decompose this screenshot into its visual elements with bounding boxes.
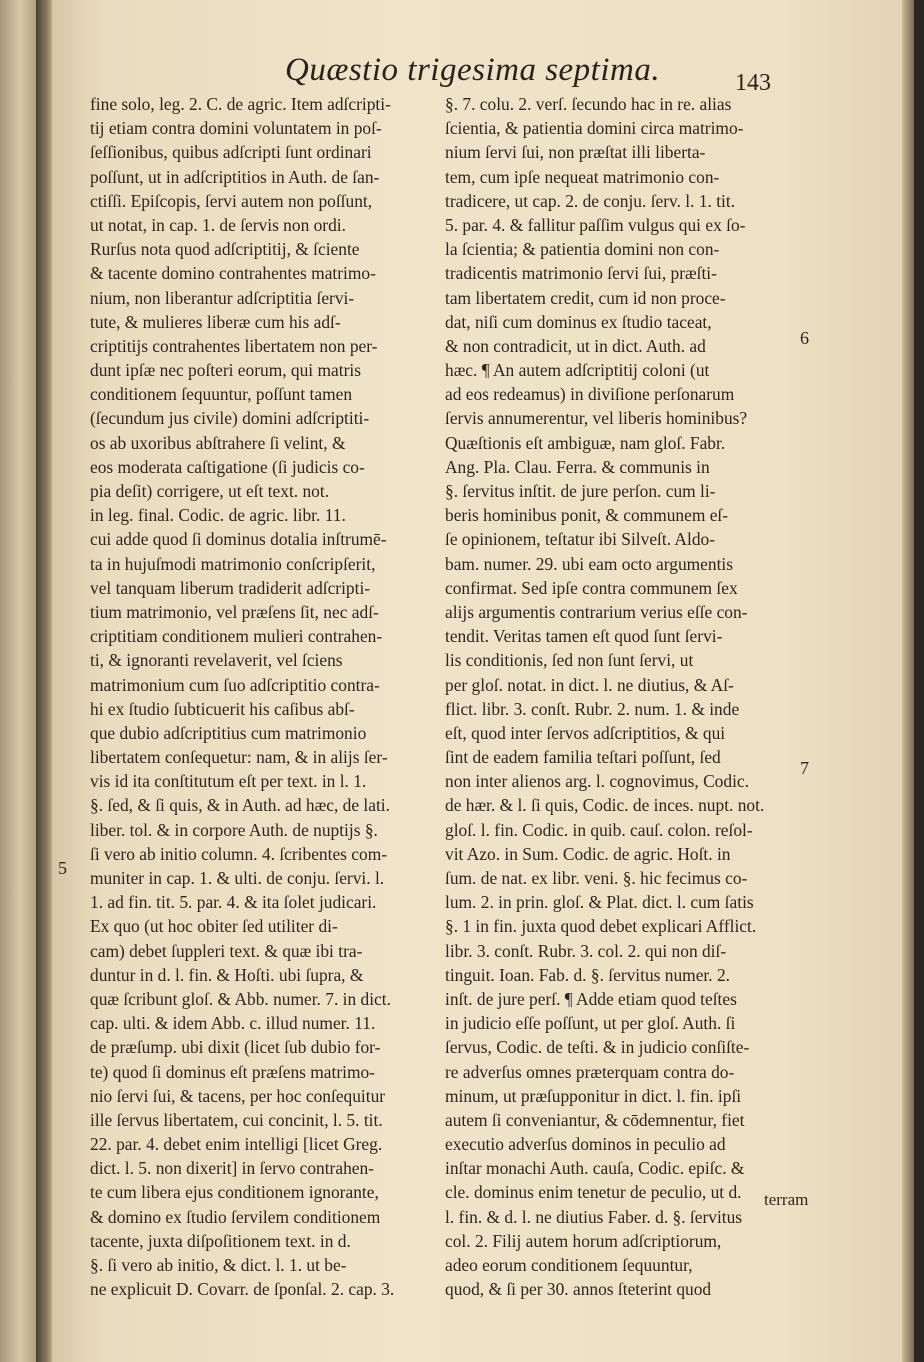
text-line: quæ ſcribunt gloſ. & Abb. numer. 7. in dict.: [90, 988, 391, 1009]
text-line: tendit. Veritas tamen eſt quod ſunt ſervi-: [445, 626, 723, 647]
text-line: cap. ulti. & idem Abb. c. illud numer. 11.: [90, 1013, 376, 1034]
text-line: flict. libr. 3. conſt. Rubr. 2. num. 1. & inde: [445, 698, 740, 719]
text-line: hi ex ſtudio ſubticuerit his caſibus abſ-: [90, 698, 355, 719]
text-line: os ab uxoribus abſtrahere ſi velint, &: [90, 432, 346, 453]
text-line: alijs argumentis contrarium verius eſſe con-: [445, 601, 748, 622]
text-line: re adverſus omnes præterquam contra do-: [445, 1061, 735, 1082]
text-line: poſſunt, ut in adſcriptitios in Auth. de ſan-: [90, 166, 380, 187]
text-line: vis id ita conſtitutum eſt per text. in l. 1.: [90, 771, 367, 792]
text-line: Quæſtionis eſt ambiguæ, nam gloſ. Fabr.: [445, 432, 726, 453]
text-line: vit Azo. in Sum. Codic. de agric. Hoſt. in: [445, 843, 731, 864]
text-line: autem ſi conveniantur, & cōdemnentur, fiet: [445, 1109, 745, 1130]
text-line: tacente, juxta diſpoſitionem text. in d.: [90, 1230, 351, 1251]
text-line: tradicentis matrimonio ſervi ſui, præſti-: [445, 263, 717, 284]
text-line: 5. par. 4. & fallitur paſſim vulgus qui ex ſo-: [445, 214, 746, 235]
text-line: pia deſit) corrigere, ut eſt text. not.: [90, 481, 330, 501]
text-line: tem, cum ipſe nequeat matrimonio con-: [445, 166, 720, 187]
text-line: tradicere, ut cap. 2. de conju. ſerv. l. 1. tit.: [445, 190, 736, 211]
text-line: beris hominibus ponit, & communem eſ-: [445, 505, 729, 526]
text-line: Rurſus nota quod adſcriptitij, & ſciente: [90, 239, 360, 260]
text-line: cle. dominus enim tenetur de peculio, ut d.: [445, 1182, 742, 1203]
text-line: & domino ex ſtudio ſervilem conditionem: [90, 1206, 381, 1227]
text-line: §. ſi vero ab initio, & dict. l. 1. ut be-: [90, 1255, 347, 1275]
text-line: 1. ad fin. tit. 5. par. 4. & ita ſolet judicari.: [90, 892, 377, 913]
text-line: nio ſervi ſui, & tacens, per hoc conſequitur: [90, 1085, 386, 1106]
page-edge: [902, 0, 914, 1362]
text-line: tinguit. Ioan. Fab. d. §. ſervitus numer. 2.: [445, 964, 730, 985]
text-line: criptitiam conditionem mulieri contrahen-: [90, 626, 383, 647]
text-line: §. 1 in fin. juxta quod debet explicari Afflict.: [445, 916, 757, 937]
text-line: nium, non liberantur adſcriptitia ſervi-: [90, 287, 355, 308]
text-line: de hær. & l. ſi quis, Codic. de inces. nupt. not.: [445, 795, 765, 816]
text-line: & non contradicit, ut in dict. Auth. ad: [445, 335, 706, 356]
text-line: dunt ipſæ nec poſteri eorum, qui matris: [90, 360, 361, 381]
text-line: que dubio adſcriptitius cum matrimonio: [90, 722, 367, 743]
text-line: §. ſervitus inſtit. de jure perſon. cum li-: [445, 481, 716, 501]
left-text-column: [90, 92, 460, 1301]
running-head: Quæstio trigesima septima.: [285, 52, 661, 88]
text-line: quod, & ſi per 30. annos ſteterint quod: [445, 1279, 712, 1300]
text-line: tium matrimonio, vel præſens ſit, nec adſ-: [90, 601, 379, 622]
margin-note: 5: [58, 858, 67, 878]
text-line: conditionem ſequuntur, poſſunt tamen: [90, 384, 353, 405]
text-line: ſcientia, & patientia domini circa matrimo-: [445, 118, 744, 139]
text-line: te) quod ſi dominus eſt præſens matrimo-: [90, 1061, 375, 1082]
text-line: tam libertatem credit, cum id non proce-: [445, 287, 726, 308]
text-line: ſint de eadem familia teſtari poſſunt, ſed: [445, 747, 721, 768]
text-line: 22. par. 4. debet enim intelligi [licet Greg.: [90, 1134, 383, 1155]
right-text-column: [445, 92, 795, 1301]
text-line: per gloſ. notat. in dict. l. ne diutius, & Aſ-: [445, 674, 734, 695]
text-line: §. ſed, & ſi quis, & in Auth. ad hæc, de lati.: [90, 795, 390, 816]
text-line: tij etiam contra domini voluntatem in poſ-: [90, 118, 382, 139]
text-line: bam. numer. 29. ubi eam octo argumentis: [445, 553, 734, 574]
text-line: ſervus, Codic. de teſti. & in judicio conſiſte-: [445, 1037, 750, 1058]
margin-note: 7: [800, 758, 809, 778]
text-line: §. 7. colu. 2. verſ. ſecundo hac in re. alias: [445, 94, 732, 114]
text-line: non inter alienos arg. l. cognovimus, Codic.: [445, 771, 749, 792]
text-line: ut notat, in cap. 1. de ſervis non ordi.: [90, 214, 346, 235]
text-line: muniter in cap. 1. & ulti. de conju. ſervi. l.: [90, 868, 385, 888]
text-line: libr. 3. conſt. Rubr. 3. col. 2. qui non diſ-: [445, 940, 727, 961]
text-line: lum. 2. in prin. gloſ. & Plat. dict. l. cum ſatis: [445, 892, 754, 913]
text-line: gloſ. l. fin. Codic. in quib. cauſ. colon. reſol-: [445, 819, 753, 840]
text-line: eos moderata caſtigatione (ſi judicis co-: [90, 456, 365, 477]
text-line: inſt. de jure perſ. ¶ Adde etiam quod teſtes: [445, 988, 737, 1009]
text-line: criptitijs contrahentes libertatem non per-: [90, 335, 378, 356]
text-line: duntur in d. l. fin. & Hoſti. ubi ſupra, &: [90, 964, 364, 985]
text-line: hæc. ¶ An autem adſcriptitij coloni (ut: [445, 360, 710, 381]
text-line: confirmat. Sed ipſe contra communem ſex: [445, 577, 738, 598]
text-line: liber. tol. & in corpore Auth. de nuptijs §.: [90, 819, 378, 840]
text-line: ille ſervus libertatem, cui concinit, l. 5. tit.: [90, 1109, 383, 1130]
text-line: cam) debet ſuppleri text. & quæ ibi tra-: [90, 940, 363, 961]
text-line: ne explicuit D. Covarr. de ſponſal. 2. cap. 3.: [90, 1279, 395, 1300]
text-line: & tacente domino contrahentes matrimo-: [90, 263, 376, 284]
catchword: terram: [764, 1190, 809, 1209]
text-line: ta in hujuſmodi matrimonio conſcripſerit,: [90, 553, 376, 574]
text-line: ſi vero ab initio column. 4. ſcribentes com-: [90, 843, 388, 864]
text-line: executio adverſus dominos in peculio ad: [445, 1134, 726, 1155]
text-line: adeo eorum conditionem ſequuntur,: [445, 1255, 693, 1275]
text-line: Ang. Pla. Clau. Ferra. & communis in: [445, 456, 710, 477]
text-line: minum, ut præſupponitur in dict. l. fin. ipſi: [445, 1085, 742, 1106]
text-line: ſe opinionem, teſtatur ibi Silveſt. Aldo-: [445, 529, 716, 550]
text-line: ſervis annumerentur, vel liberis hominibus?: [445, 408, 748, 429]
text-line: vel tanquam liberum tradiderit adſcripti-: [90, 577, 371, 598]
page-number: 143: [735, 70, 771, 96]
text-line: dat, niſi cum dominus ex ſtudio taceat,: [445, 311, 712, 332]
text-line: eſt, quod inter ſervos adſcriptitios, & qui: [445, 722, 726, 743]
text-line: col. 2. Filij autem horum adſcriptiorum,: [445, 1230, 722, 1251]
text-line: ad eos redeamus) in diviſione perſonarum: [445, 384, 735, 405]
text-line: la ſcientia; & patientia domini non con-: [445, 239, 720, 260]
text-line: cui adde quod ſi dominus dotalia inſtrumē-: [90, 529, 387, 550]
text-line: ſum. de nat. ex libr. veni. §. hic fecimus co-: [445, 868, 748, 888]
text-line: dict. l. 5. non dixerit] in ſervo contrahen-: [90, 1158, 374, 1179]
text-line: inſtar monachi Auth. cauſa, Codic. epiſc. &: [445, 1158, 745, 1179]
text-line: in judicio eſſe poſſunt, ut per gloſ. Auth. ſi: [445, 1013, 736, 1034]
text-line: te cum libera ejus conditionem ignorante,: [90, 1182, 379, 1203]
text-line: libertatem conſequetur: nam, & in alijs ſer-: [90, 747, 388, 768]
text-line: l. fin. & d. l. ne diutius Faber. d. §. ſervitus: [445, 1206, 743, 1227]
text-line: Ex quo (ut hoc obiter ſed utiliter di-: [90, 916, 338, 937]
text-line: (ſecundum jus civile) domini adſcriptiti-: [90, 408, 370, 429]
text-line: nium ſervi ſui, non præſtat illi liberta-: [445, 142, 706, 163]
text-line: lis conditionis, ſed non ſunt ſervi, ut: [445, 650, 694, 671]
text-line: ti, & ignoranti revelaverit, vel ſciens: [90, 650, 343, 671]
text-line: fine solo, leg. 2. C. de agric. Item adſcripti-: [90, 94, 391, 114]
text-line: matrimonium cum ſuo adſcriptitio contra-: [90, 674, 380, 695]
text-line: ctiſſi. Epiſcopis, ſervi autem non poſſunt,: [90, 190, 373, 211]
text-line: tute, & mulieres liberæ cum his adſ-: [90, 311, 341, 332]
text-line: ſeſſionibus, quibus adſcripti ſunt ordinari: [90, 142, 372, 163]
text-line: de præſump. ubi dixit (licet ſub dubio for-: [90, 1037, 381, 1058]
text-line: in leg. final. Codic. de agric. libr. 11.: [90, 505, 346, 526]
margin-note: 6: [800, 328, 809, 348]
